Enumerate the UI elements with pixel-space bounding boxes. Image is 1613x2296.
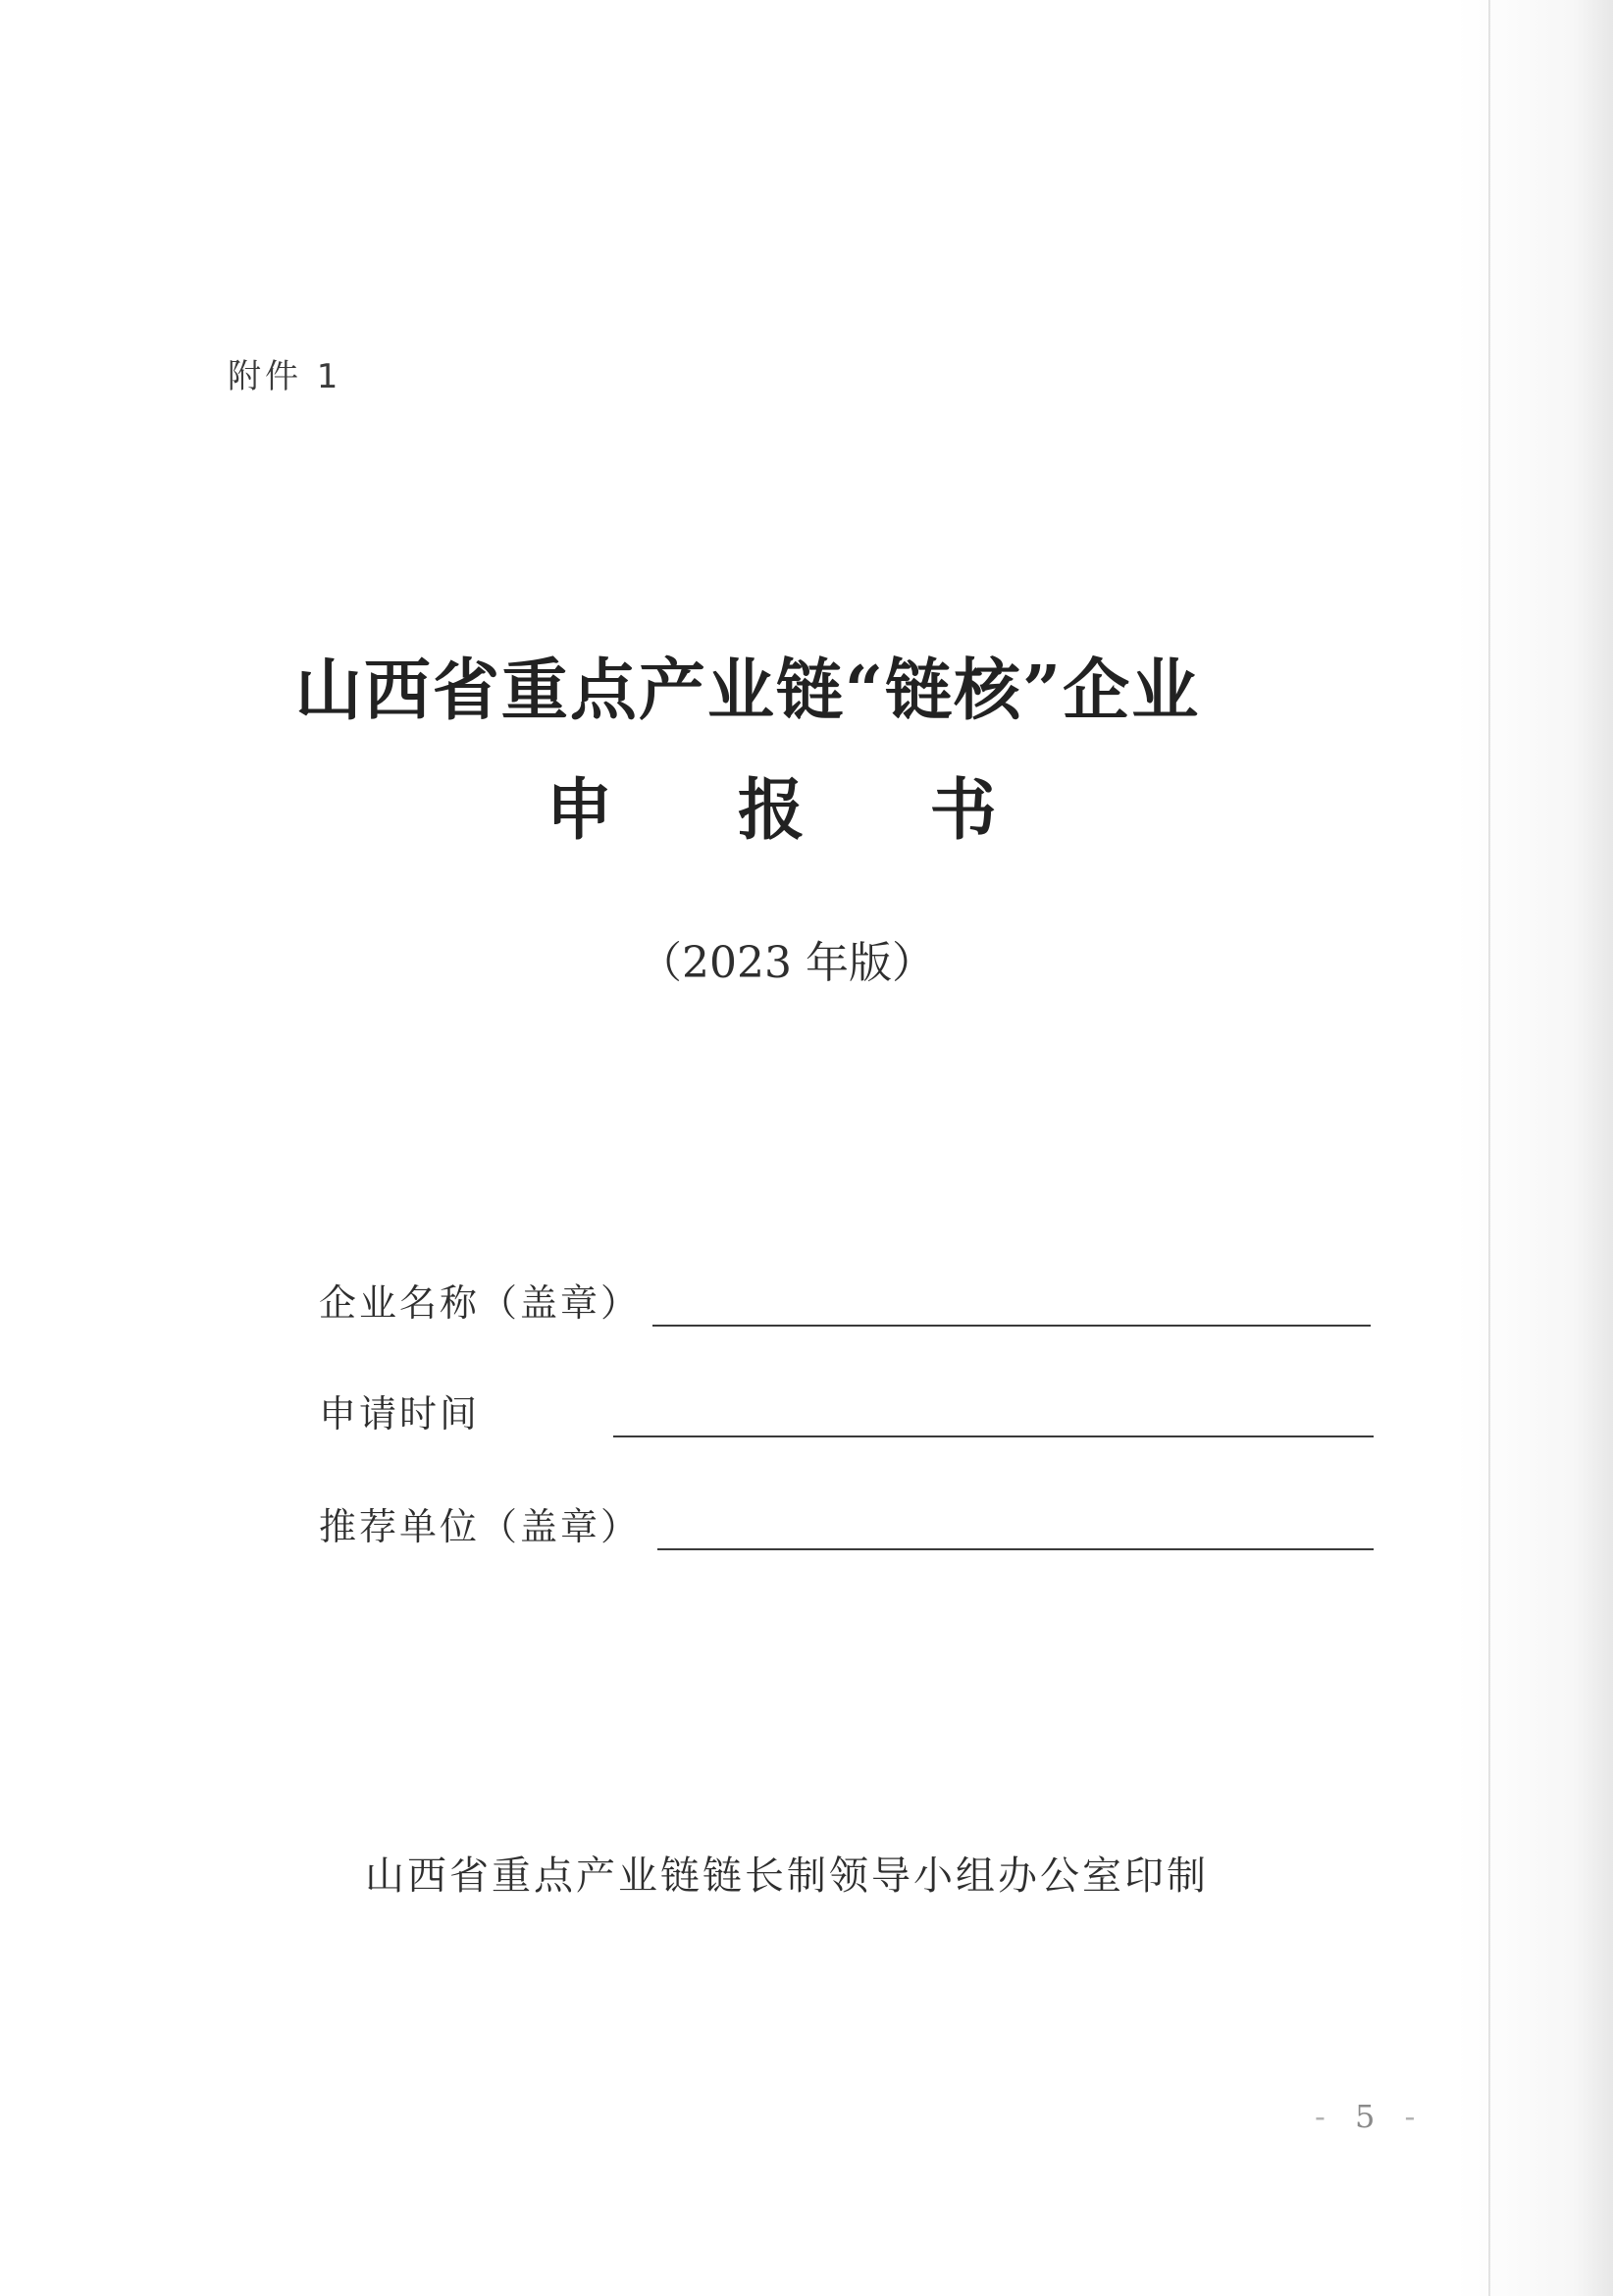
title-line-1-wrapper — [0, 638, 1613, 733]
company-name-label: 企业名称（盖章） — [319, 1281, 642, 1325]
recommending-unit-label: 推荐单位（盖章） — [319, 1505, 642, 1548]
document-title: 山西省重点产业链“链核”企业 — [294, 652, 1201, 730]
application-time-label: 申请时间 — [319, 1392, 481, 1435]
application-time-blank-line[interactable] — [613, 1435, 1374, 1437]
page-number-value: 5 — [1354, 2098, 1385, 2135]
issuer-wrapper — [0, 1845, 1613, 1901]
edition-label: （2023 年版） — [639, 938, 935, 988]
company-name-blank-line[interactable] — [652, 1325, 1371, 1327]
attachment-label: 附件 1 — [228, 357, 342, 396]
scan-edge-line — [1488, 0, 1490, 2296]
page-number-left-dash: - — [1315, 2098, 1335, 2135]
title-line-2-wrapper — [0, 757, 1613, 853]
page-number — [1315, 2098, 1425, 2135]
page-number-right-dash: - — [1404, 2098, 1426, 2135]
recommending-unit-blank-line[interactable] — [657, 1548, 1374, 1550]
scan-edge-shadow — [1456, 0, 1613, 2296]
company-name-field — [319, 1276, 1379, 1334]
recommending-unit-field — [319, 1499, 1379, 1558]
document-subtitle: 申 报 书 — [546, 771, 1048, 850]
issuer-label: 山西省重点产业链链长制领导小组办公室印制 — [365, 1853, 1209, 1899]
edition-wrapper — [0, 927, 1613, 990]
application-time-field — [319, 1386, 1379, 1445]
